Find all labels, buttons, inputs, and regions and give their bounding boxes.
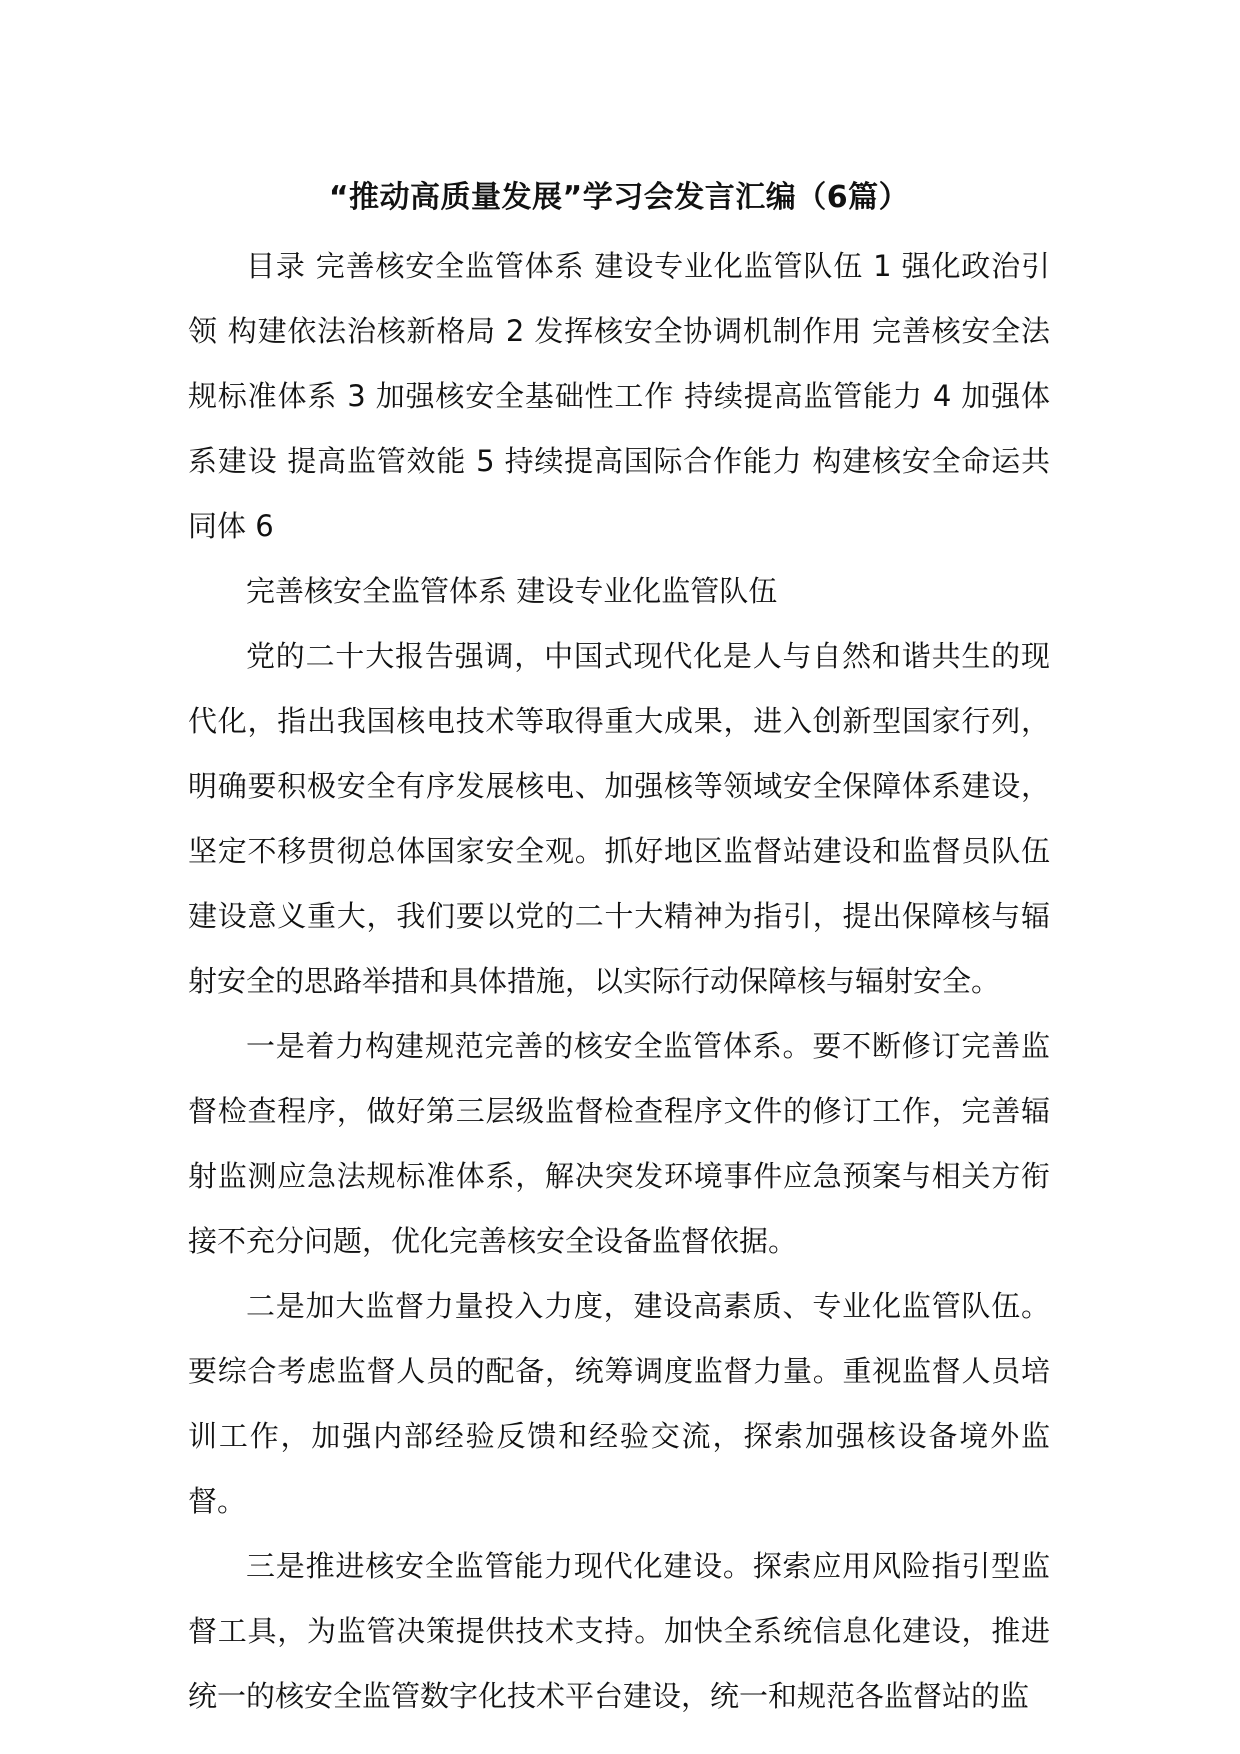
body-paragraph: 三是推进核安全监管能力现代化建设。探索应用风险指引型监督工具，为监管决策提供技术支持。加快全系统信息化建设，推进统一的核安全监管数字化技术平台建设，统一和规范各监督站的监 (188, 1549, 1050, 1713)
document-page (188, 170, 1050, 1729)
document-title: “推动高质量发展”学习会发言汇编（6篇） (328, 180, 910, 215)
section-heading: 完善核安全监管体系 建设专业化监管队伍 (246, 574, 778, 608)
body-paragraph: 一是着力构建规范完善的核安全监管体系。要不断修订完善监督检查程序，做好第三层级监督检查程序文件的修订工作，完善辐射监测应急法规标准体系，解决突发环境事件应急预案与相关方衔接不充分问题，优化完善核安全设备监督依据。 (188, 1029, 1050, 1258)
body-paragraph: 二是加大监督力量投入力度，建设高素质、专业化监管队伍。要综合考虑监督人员的配备，统筹调度监督力量。重视监督人员培训工作，加强内部经验反馈和经验交流，探索加强核设备境外监督。 (188, 1289, 1050, 1518)
table-of-contents-paragraph: 目录 完善核安全监管体系 建设专业化监管队伍 1 强化政治引领 构建依法治核新格局 2 发挥核安全协调机制作用 完善核安全法规标准体系 3 加强核安全基础性工作 持续提高监管能力 4 加强体系建设 提高监管效能 5 持续提高国际合作能力 构建核安全命运共同体 6 (188, 249, 1050, 543)
body-paragraph: 党的二十大报告强调，中国式现代化是人与自然和谐共生的现代化，指出我国核电技术等取得重大成果，进入创新型国家行列，明确要积极安全有序发展核电、加强核等领域安全保障体系建设，坚定不移贯彻总体国家安全观。抓好地区监督站建设和监督员队伍建设意义重大，我们要以党的二十大精神为指引，提出保障核与辐射安全的思路举措和具体措施，以实际行动保障核与辐射安全。 (188, 639, 1050, 998)
